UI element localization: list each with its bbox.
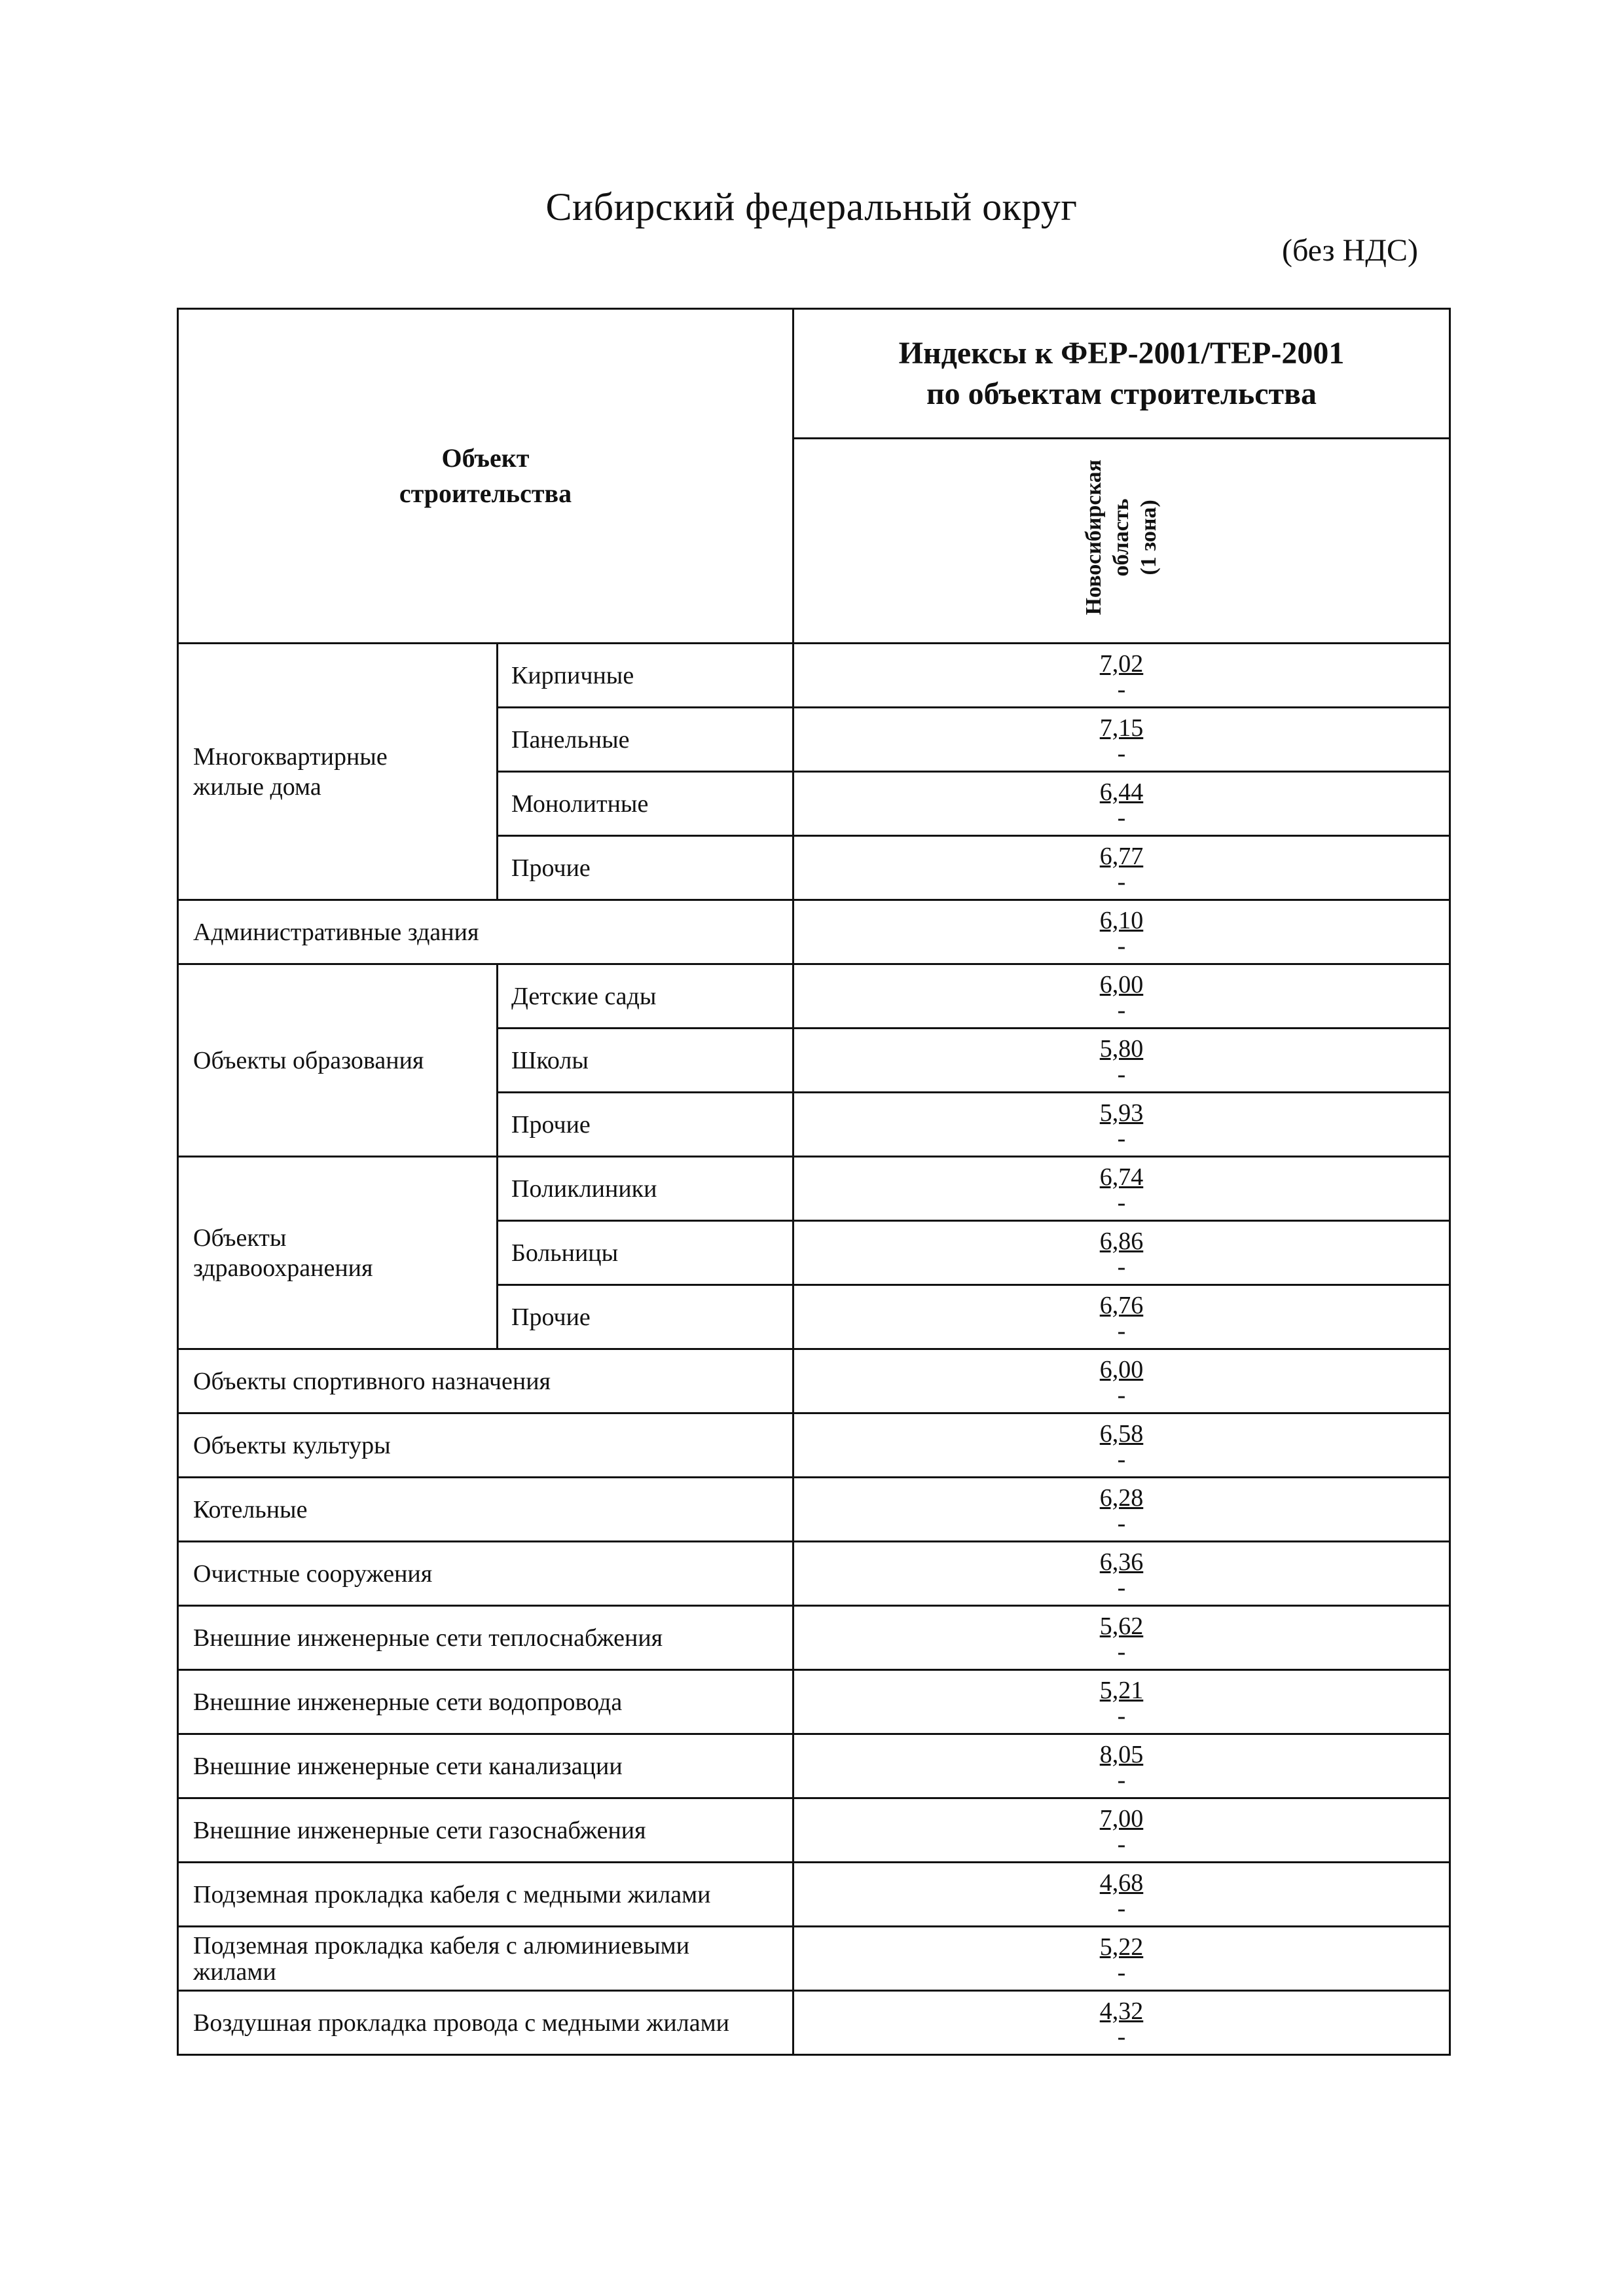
value: 6,74 [1099,1163,1144,1191]
value: 7,02 [1099,649,1144,678]
subitem-label: Панельные [498,708,793,772]
dash: - [1117,1702,1126,1730]
value-cell [793,964,1450,1029]
table-row-label: Внешние инженерные сети водопровода [178,1670,793,1734]
dash: - [1117,1830,1126,1858]
dash: - [1117,1060,1126,1088]
value: 6,10 [1099,906,1144,934]
value: 6,86 [1099,1227,1144,1255]
value-cell [793,836,1450,900]
table-row-label: Объекты культуры [178,1413,793,1478]
subitem-label: Монолитные [498,772,793,836]
dash: - [1117,1637,1126,1666]
vat-note: (без НДС) [1281,233,1418,268]
header-region [793,439,1450,644]
value-cell [793,1734,1450,1798]
table-row-label: Объекты спортивного назначения [178,1349,793,1413]
dash: - [1117,2022,1126,2050]
group-residential: Многоквартирные жилые дома [178,644,498,900]
header-region-text: Новосибирская область (1 зона) [1082,460,1161,615]
value: 6,58 [1099,1419,1144,1448]
dash: - [1117,1317,1126,1345]
subitem-label: Поликлиники [498,1157,793,1221]
value-cell [793,1606,1450,1670]
dash: - [1117,1188,1126,1216]
value-cell [793,644,1450,708]
value: 6,28 [1099,1484,1144,1512]
dash: - [1117,1381,1126,1409]
value-cell [793,1542,1450,1606]
value: 6,77 [1099,842,1144,870]
value: 6,00 [1099,970,1144,998]
group-health: Объекты здравоохранения [178,1157,498,1349]
value-cell [793,708,1450,772]
table-row-label: Воздушная прокладка провода с медными жилами [178,1991,793,2055]
table-row-label: Внешние инженерные сети газоснабжения [178,1798,793,1863]
dash: - [1117,1894,1126,1922]
dash: - [1117,1766,1126,1794]
value-cell [793,1863,1450,1927]
subitem-label: Больницы [498,1221,793,1285]
dash: - [1117,1252,1126,1281]
value: 5,80 [1099,1034,1144,1063]
value: 8,05 [1099,1740,1144,1768]
value-cell [793,1349,1450,1413]
value: 5,62 [1099,1612,1144,1640]
dash: - [1117,1958,1126,1986]
value: 5,21 [1099,1676,1144,1704]
value-cell [793,1927,1450,1991]
dash: - [1117,1509,1126,1537]
value: 6,44 [1099,778,1144,806]
header-indices [793,309,1450,439]
value-cell [793,1029,1450,1093]
subitem-label: Прочие [498,1093,793,1157]
value: 5,22 [1099,1933,1144,1961]
table-row-label: Очистные сооружения [178,1542,793,1606]
value-cell [793,772,1450,836]
value-cell [793,1798,1450,1863]
value-cell [793,1221,1450,1285]
value-cell [793,1670,1450,1734]
value-cell [793,1478,1450,1542]
value: 5,93 [1099,1099,1144,1127]
value: 6,76 [1099,1291,1144,1319]
value: 7,15 [1099,714,1144,742]
value: 7,00 [1099,1804,1144,1832]
dash: - [1117,996,1126,1024]
subitem-label: Прочие [498,1285,793,1349]
row-admin: Административные здания [178,900,793,964]
table-row-label: Внешние инженерные сети канализации [178,1734,793,1798]
dash: - [1117,1573,1126,1601]
value-cell [793,1157,1450,1221]
value-cell [793,1413,1450,1478]
dash: - [1117,932,1126,960]
table-row-label: Внешние инженерные сети теплоснабжения [178,1606,793,1670]
table-row-label: Подземная прокладка кабеля с медными жилами [178,1863,793,1927]
value: 6,36 [1099,1548,1144,1576]
value-cell [793,900,1450,964]
subitem-label: Прочие [498,836,793,900]
value: 6,00 [1099,1355,1144,1383]
value-cell [793,1285,1450,1349]
subitem-label: Школы [498,1029,793,1093]
page-title: Сибирский федеральный округ [545,185,1078,228]
dash: - [1117,867,1126,896]
table-row-label: Подземная прокладка кабеля с алюминиевыми жилами [178,1927,793,1991]
value: 4,32 [1099,1997,1144,2025]
dash: - [1117,1124,1126,1152]
header-indices-line2: по объектам строительства [926,376,1317,411]
dash: - [1117,1445,1126,1473]
dash: - [1117,803,1126,831]
dash: - [1117,675,1126,703]
dash: - [1117,739,1126,767]
subitem-label: Детские сады [498,964,793,1029]
indices-table [177,308,1451,2056]
group-education: Объекты образования [178,964,498,1157]
value-cell [793,1991,1450,2055]
value: 4,68 [1099,1868,1144,1897]
table-row-label: Котельные [178,1478,793,1542]
value-cell [793,1093,1450,1157]
header-indices-line1: Индексы к ФЕР-2001/ТЕР-2001 [898,335,1345,371]
header-object: Объект строительства [178,309,793,644]
subitem-label: Кирпичные [498,644,793,708]
